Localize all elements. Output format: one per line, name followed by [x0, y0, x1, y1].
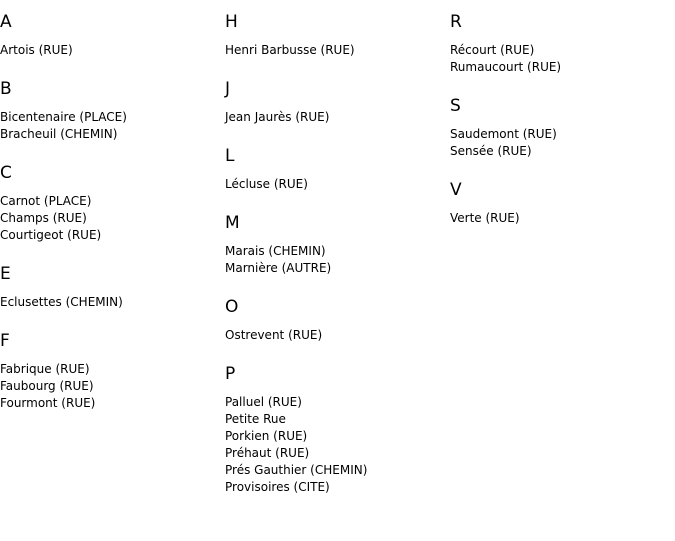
- letter-heading: V: [450, 180, 462, 200]
- letter-group-e: [0, 264, 225, 311]
- letter-group-v: [450, 180, 675, 227]
- street-link[interactable]: Porkien (RUE): [225, 429, 308, 443]
- street-link[interactable]: Artois (RUE): [0, 43, 73, 57]
- street-link[interactable]: Jean Jaurès (RUE): [225, 110, 330, 124]
- street-list: [225, 243, 450, 277]
- column-1: [0, 12, 225, 432]
- street-link[interactable]: Rumaucourt (RUE): [450, 60, 562, 74]
- letter-heading: B: [0, 79, 12, 99]
- street-link[interactable]: Faubourg (RUE): [0, 379, 94, 393]
- street-link[interactable]: Prés Gauthier (CHEMIN): [225, 463, 368, 477]
- street-list: [225, 176, 450, 193]
- letter-group-m: [225, 213, 450, 277]
- street-link[interactable]: Bicentenaire (PLACE): [0, 110, 127, 124]
- street-list: [225, 42, 450, 59]
- letter-heading: H: [225, 12, 238, 32]
- street-link[interactable]: Lécluse (RUE): [225, 177, 308, 191]
- letter-group-b: [0, 79, 225, 143]
- letter-group-l: [225, 146, 450, 193]
- street-link[interactable]: Fourmont (RUE): [0, 396, 96, 410]
- street-list: [450, 42, 675, 76]
- street-link[interactable]: Courtigeot (RUE): [0, 228, 102, 242]
- letter-heading: L: [225, 146, 235, 166]
- street-list: [0, 42, 225, 59]
- letter-group-p: [225, 364, 450, 496]
- letter-heading: F: [0, 331, 10, 351]
- street-link[interactable]: Saudemont (RUE): [450, 127, 557, 141]
- street-link[interactable]: Palluel (RUE): [225, 395, 302, 409]
- street-link[interactable]: Marnière (AUTRE): [225, 261, 332, 275]
- street-link[interactable]: Petite Rue: [225, 412, 286, 426]
- letter-group-h: [225, 12, 450, 59]
- letter-heading: M: [225, 213, 240, 233]
- letter-group-f: [0, 331, 225, 412]
- street-list: [225, 327, 450, 344]
- street-link[interactable]: Champs (RUE): [0, 211, 87, 225]
- letter-heading: S: [450, 96, 461, 116]
- column-2: [225, 12, 450, 516]
- street-link[interactable]: Ostrevent (RUE): [225, 328, 323, 342]
- street-list: [225, 394, 450, 496]
- letter-heading: R: [450, 12, 462, 32]
- street-list: [450, 210, 675, 227]
- street-list: [0, 294, 225, 311]
- letter-group-a: [0, 12, 225, 59]
- street-link[interactable]: Marais (CHEMIN): [225, 244, 326, 258]
- street-link[interactable]: Bracheuil (CHEMIN): [0, 127, 118, 141]
- letter-heading: E: [0, 264, 11, 284]
- letter-group-c: [0, 163, 225, 244]
- street-link[interactable]: Carnot (PLACE): [0, 194, 92, 208]
- letter-group-o: [225, 297, 450, 344]
- letter-group-r: [450, 12, 675, 76]
- letter-heading: O: [225, 297, 239, 317]
- street-list: [0, 193, 225, 244]
- street-link[interactable]: Préhaut (RUE): [225, 446, 310, 460]
- letter-group-j: [225, 79, 450, 126]
- street-link[interactable]: Henri Barbusse (RUE): [225, 43, 355, 57]
- street-link[interactable]: Verte (RUE): [450, 211, 520, 225]
- street-link[interactable]: Récourt (RUE): [450, 43, 535, 57]
- street-link[interactable]: Fabrique (RUE): [0, 362, 90, 376]
- column-3: [450, 12, 675, 247]
- letter-heading: A: [0, 12, 12, 32]
- street-list: [0, 361, 225, 412]
- street-list: [450, 126, 675, 160]
- street-list: [225, 109, 450, 126]
- letter-group-s: [450, 96, 675, 160]
- street-link[interactable]: Eclusettes (CHEMIN): [0, 295, 123, 309]
- letter-heading: C: [0, 163, 12, 183]
- letter-heading: J: [225, 79, 231, 99]
- street-list: [0, 109, 225, 143]
- street-link[interactable]: Sensée (RUE): [450, 144, 532, 158]
- street-link[interactable]: Provisoires (CITE): [225, 480, 330, 494]
- letter-heading: P: [225, 364, 236, 384]
